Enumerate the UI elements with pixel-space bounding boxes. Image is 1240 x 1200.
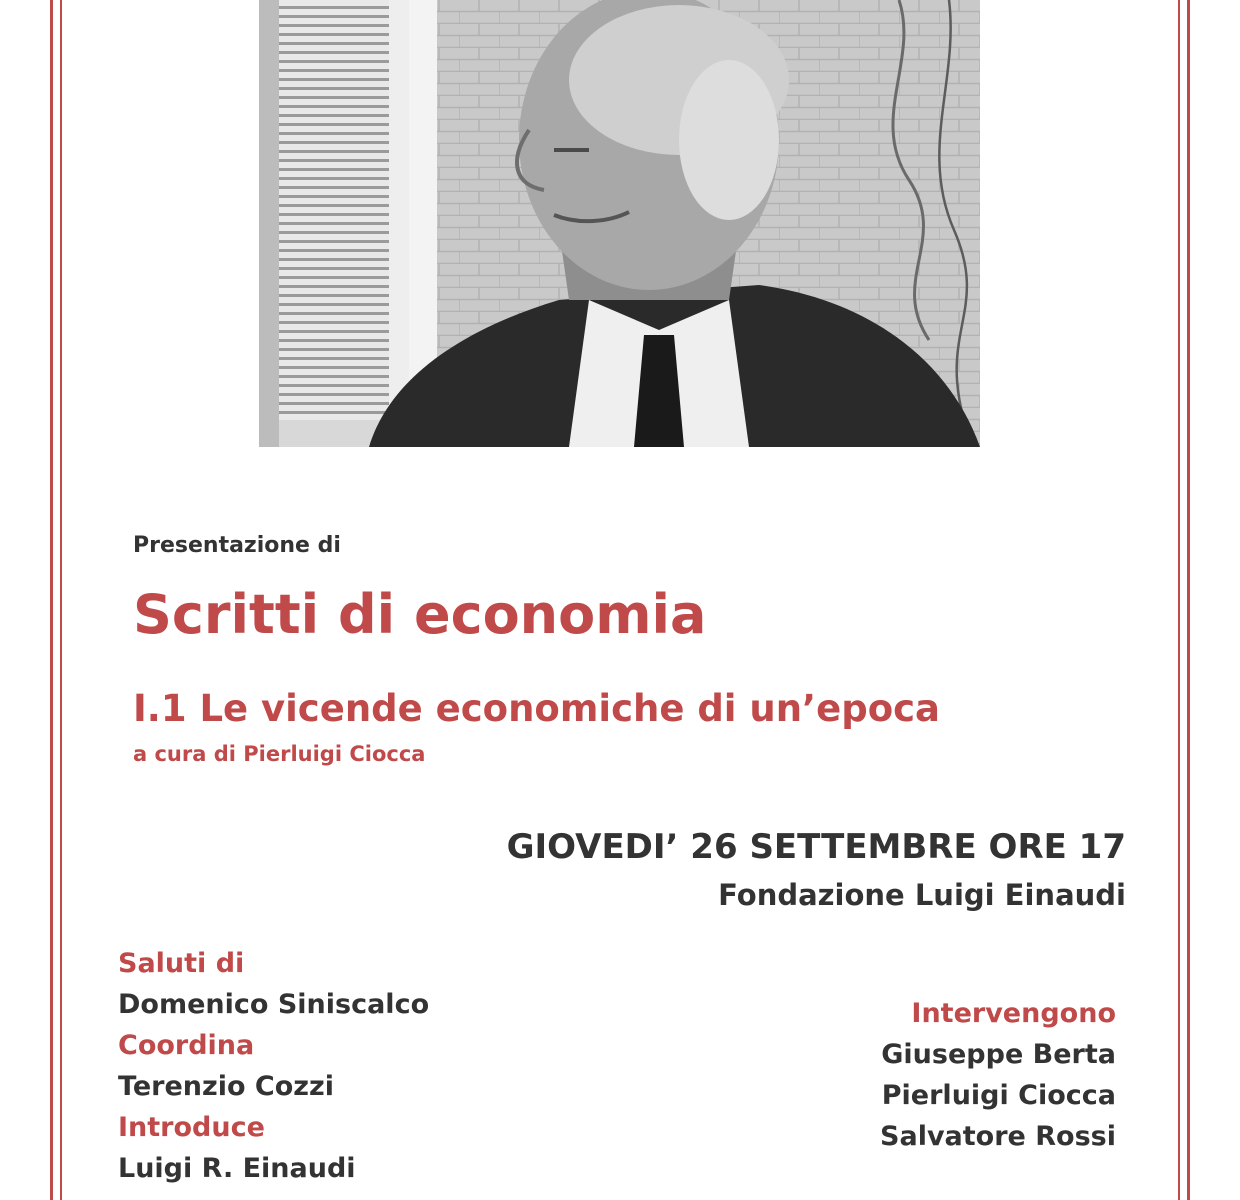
coordinator-label: Coordina (118, 1030, 255, 1061)
right-border-inner (1178, 0, 1180, 1200)
left-border-inner (60, 0, 62, 1200)
right-border-outer (1187, 0, 1190, 1200)
speakers-label: Intervengono (911, 998, 1116, 1029)
greetings-label: Saluti di (118, 948, 245, 979)
event-date: GIOVEDI’ 26 SETTEMBRE ORE 17 (506, 827, 1126, 867)
speaker-name: Salvatore Rossi (880, 1121, 1116, 1152)
introducer-label: Introduce (118, 1112, 265, 1143)
program-right-column (880, 993, 1116, 1157)
speaker-name: Giuseppe Berta (881, 1039, 1116, 1070)
portrait-photo (259, 0, 980, 447)
introducer-name: Luigi R. Einaudi (118, 1153, 356, 1184)
presentation-intro: Presentazione di (133, 533, 341, 558)
left-border-outer (50, 0, 53, 1200)
program-left-column (118, 943, 429, 1189)
book-title: Scritti di economia (133, 583, 707, 646)
book-subtitle: I.1 Le vicende economiche di un’epoca (133, 687, 941, 730)
greetings-name: Domenico Siniscalco (118, 989, 430, 1020)
speaker-name: Pierluigi Ciocca (881, 1080, 1116, 1111)
coordinator-name: Terenzio Cozzi (118, 1071, 334, 1102)
event-venue: Fondazione Luigi Einaudi (718, 878, 1126, 912)
book-editor: a cura di Pierluigi Ciocca (133, 742, 426, 766)
